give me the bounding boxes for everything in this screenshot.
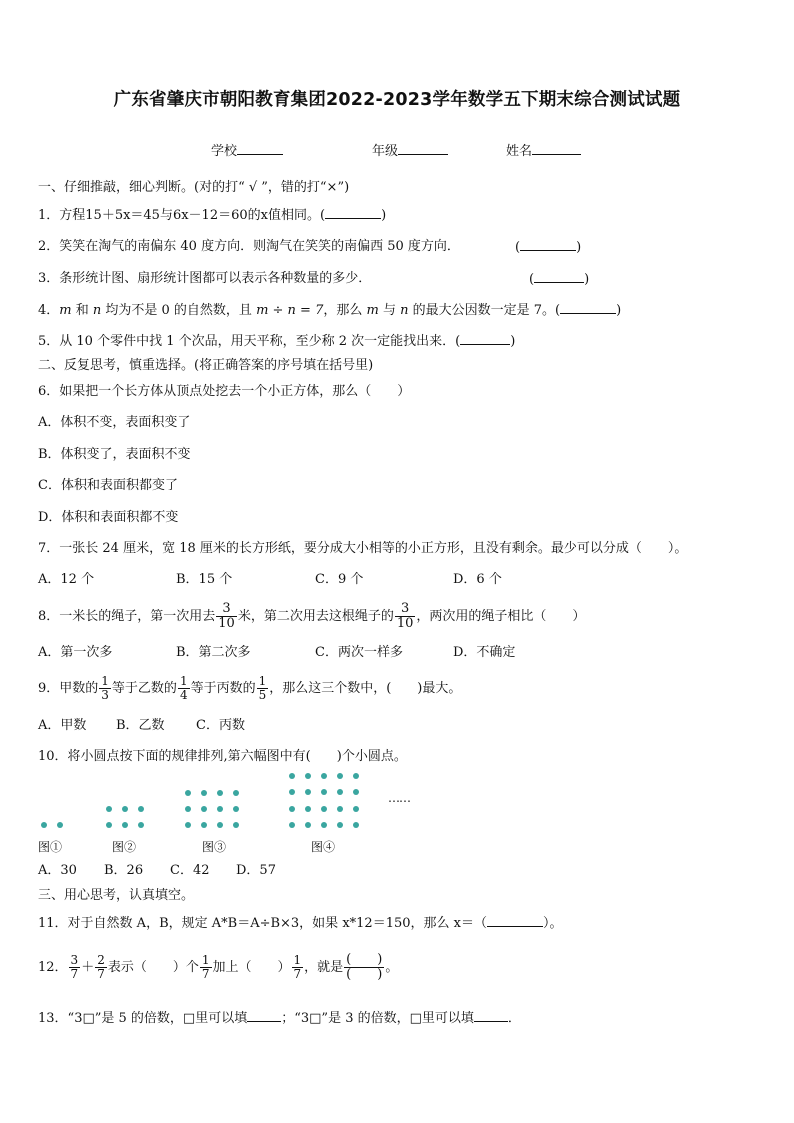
question-6: 6．如果把一个长方体从顶点处挖去一个小正方体，那么（ ）: [38, 384, 411, 399]
dot: [305, 822, 311, 828]
dot: [321, 789, 327, 795]
figure-label-1: 图①: [38, 840, 63, 854]
dot: [289, 822, 295, 828]
dot: [217, 822, 223, 828]
dot: [185, 806, 191, 812]
dot: [233, 806, 239, 812]
fraction-1-3: $\frac{1}{3}$: [101, 673, 109, 702]
question-1: 1．方程15＋5x＝45与6x－12＝60的x值相同。( ): [38, 205, 386, 226]
dot: [201, 806, 207, 812]
fraction-3-7: $\frac{3}{7}$: [70, 952, 79, 981]
section-3-heading: 三、用心思考，认真填空。: [38, 888, 195, 903]
school-field: [211, 140, 283, 159]
question-13: 13．“3□”是 5 的倍数，□里可以填 ；“3□”是 3 的倍数，□里可以填 ．: [38, 1008, 521, 1029]
question-8: 8．一米长的绳子，第一次用去 $\frac{3}{10}$ 米，第二次用去这根绳子的 $\frac{3}{10}$ ，两次用的绳子相比（ ）: [38, 600, 586, 631]
question-5: 5．从 10 个零件中找 1 个次品，用天平称，至少称 2 次一定能找出来．( ): [38, 331, 515, 352]
answer-blank-3[interactable]: [534, 269, 584, 283]
q10-option-c[interactable]: C．42: [170, 863, 210, 878]
dot: [185, 822, 191, 828]
q7-option-a[interactable]: A．12 个: [38, 572, 95, 587]
dot: [321, 806, 327, 812]
dot: [106, 806, 112, 812]
fraction-3-10-b: $\frac{3}{10}$: [396, 600, 414, 631]
fraction-1-5: $\frac{1}{5}$: [258, 673, 267, 702]
fraction-3-10: $\frac{3}{10}$: [218, 600, 235, 631]
question-9: 9．甲数的 $\frac{1}{3}$ 等于乙数的 $\frac{1}{4}$ 等于丙数的 $\frac{1}{5}$ ，那么这三个数中，( )最大。: [38, 673, 462, 702]
answer-blank-13b[interactable]: [474, 1008, 508, 1022]
dot: [138, 806, 144, 812]
q10-option-a[interactable]: A．30: [38, 863, 77, 878]
dot: [353, 806, 359, 812]
grade-field: [372, 140, 448, 159]
q10-option-d[interactable]: D．57: [236, 863, 276, 878]
answer-blank-13a[interactable]: [247, 1008, 281, 1022]
q6-option-a[interactable]: A．体积不变，表面积变了: [38, 415, 191, 430]
q9-option-a[interactable]: A．甲数: [38, 718, 87, 733]
question-10: 10．将小圆点按下面的规律排列,第六幅图中有( )个小圆点。: [38, 749, 407, 764]
answer-blank-4[interactable]: [560, 300, 616, 314]
dot: [185, 790, 191, 796]
school-label: 学校: [211, 144, 238, 159]
name-label: 姓名: [506, 144, 533, 159]
question-11: 11．对于自然数 A，B，规定 A*B＝A÷B×3，如果 x*12＝150，那么 x＝（ ）。: [38, 913, 563, 934]
grade-label: 年级: [372, 144, 399, 159]
answer-slot-3: ( ): [529, 269, 589, 290]
dot: [138, 822, 144, 828]
dot: [57, 822, 63, 828]
dot: [201, 790, 207, 796]
dot: [353, 773, 359, 779]
section-1-heading: 一、仔细推敲，细心判断。(对的打“ √ ”，错的打“×”): [38, 180, 350, 195]
fraction-2-7: $\frac{2}{7}$: [97, 952, 105, 981]
dot: [337, 822, 343, 828]
dot: [122, 806, 128, 812]
ellipsis: ……: [388, 791, 410, 805]
figure-label-4: 图④: [311, 840, 336, 854]
grade-blank[interactable]: [398, 141, 448, 155]
dot: [321, 822, 327, 828]
dot: [41, 822, 47, 828]
q7-option-c[interactable]: C．9 个: [315, 572, 364, 587]
q8-option-b[interactable]: B．第二次多: [176, 645, 251, 660]
answer-fraction-12[interactable]: $\frac{( )}{( )}$: [346, 951, 383, 982]
question-7: 7．一张长 24 厘米，宽 18 厘米的长方形纸，要分成大小相等的小正方形，且没有剩余。最少可以分成（ ）。: [38, 541, 688, 556]
q10-option-b[interactable]: B．26: [104, 863, 144, 878]
dot: [201, 822, 207, 828]
q8-option-d[interactable]: D．不确定: [453, 645, 516, 660]
page-title: 广东省肇庆市朝阳教育集团2022-2023学年数学五下期末综合测试试题: [113, 90, 681, 110]
answer-blank-11[interactable]: [487, 913, 543, 927]
dot: [337, 806, 343, 812]
dot: [305, 773, 311, 779]
fraction-1-4: $\frac{1}{4}$: [179, 673, 188, 702]
name-blank[interactable]: [532, 141, 581, 155]
question-4: 4．m 和 n 均为不是 0 的自然数，且 m ÷ n = 7，那么 m 与 n 的最大公因数一定是 7。( ): [38, 300, 621, 321]
dot: [289, 773, 295, 779]
question-3: 3．条形统计图、扇形统计图都可以表示各种数量的多少．: [38, 271, 372, 286]
fraction-1-7-b: $\frac{1}{7}$: [293, 952, 302, 981]
dot: [122, 822, 128, 828]
dot: [217, 790, 223, 796]
q9-option-b[interactable]: B．乙数: [116, 718, 165, 733]
dot: [321, 773, 327, 779]
q6-option-c[interactable]: C．体积和表面积都变了: [38, 478, 178, 493]
q7-option-d[interactable]: D．6 个: [453, 572, 502, 587]
dot: [233, 822, 239, 828]
dot: [337, 773, 343, 779]
dot: [305, 806, 311, 812]
dot: [353, 822, 359, 828]
q8-option-a[interactable]: A．第一次多: [38, 645, 113, 660]
figure-label-3: 图③: [202, 840, 227, 854]
q8-option-c[interactable]: C．两次一样多: [315, 645, 403, 660]
question-12: 12． $\frac{3}{7}$ ＋ $\frac{2}{7}$ 表示（ ）个 $\frac{1}{7}$ 加上（ ） $\frac{1}{7}$ ，就是 $\frac{( )}{( )}$ 。: [38, 951, 399, 982]
answer-blank-2[interactable]: [520, 237, 576, 251]
q6-option-b[interactable]: B．体积变了，表面积不变: [38, 447, 191, 462]
answer-blank-5[interactable]: [460, 331, 510, 345]
q9-option-c[interactable]: C．丙数: [196, 718, 245, 733]
name-field: [506, 140, 581, 159]
q6-option-d[interactable]: D．体积和表面积都不变: [38, 510, 179, 525]
dot: [337, 789, 343, 795]
dot: [106, 822, 112, 828]
answer-slot-2: ( ): [515, 237, 581, 258]
answer-blank-1[interactable]: [325, 205, 381, 219]
dot: [305, 789, 311, 795]
section-2-heading: 二、反复思考，慎重选择。(将正确答案的序号填在括号里): [38, 358, 374, 373]
dot: [217, 806, 223, 812]
dot: [353, 789, 359, 795]
dot: [289, 789, 295, 795]
fraction-1-7: $\frac{1}{7}$: [201, 952, 210, 981]
school-blank[interactable]: [237, 141, 283, 155]
q7-option-b[interactable]: B．15 个: [176, 572, 233, 587]
figure-label-2: 图②: [112, 840, 137, 854]
dot: [233, 790, 239, 796]
question-2: 2．笑笑在淘气的南偏东 40 度方向．则淘气在笑笑的南偏西 50 度方向．: [38, 239, 460, 254]
dot: [289, 806, 295, 812]
